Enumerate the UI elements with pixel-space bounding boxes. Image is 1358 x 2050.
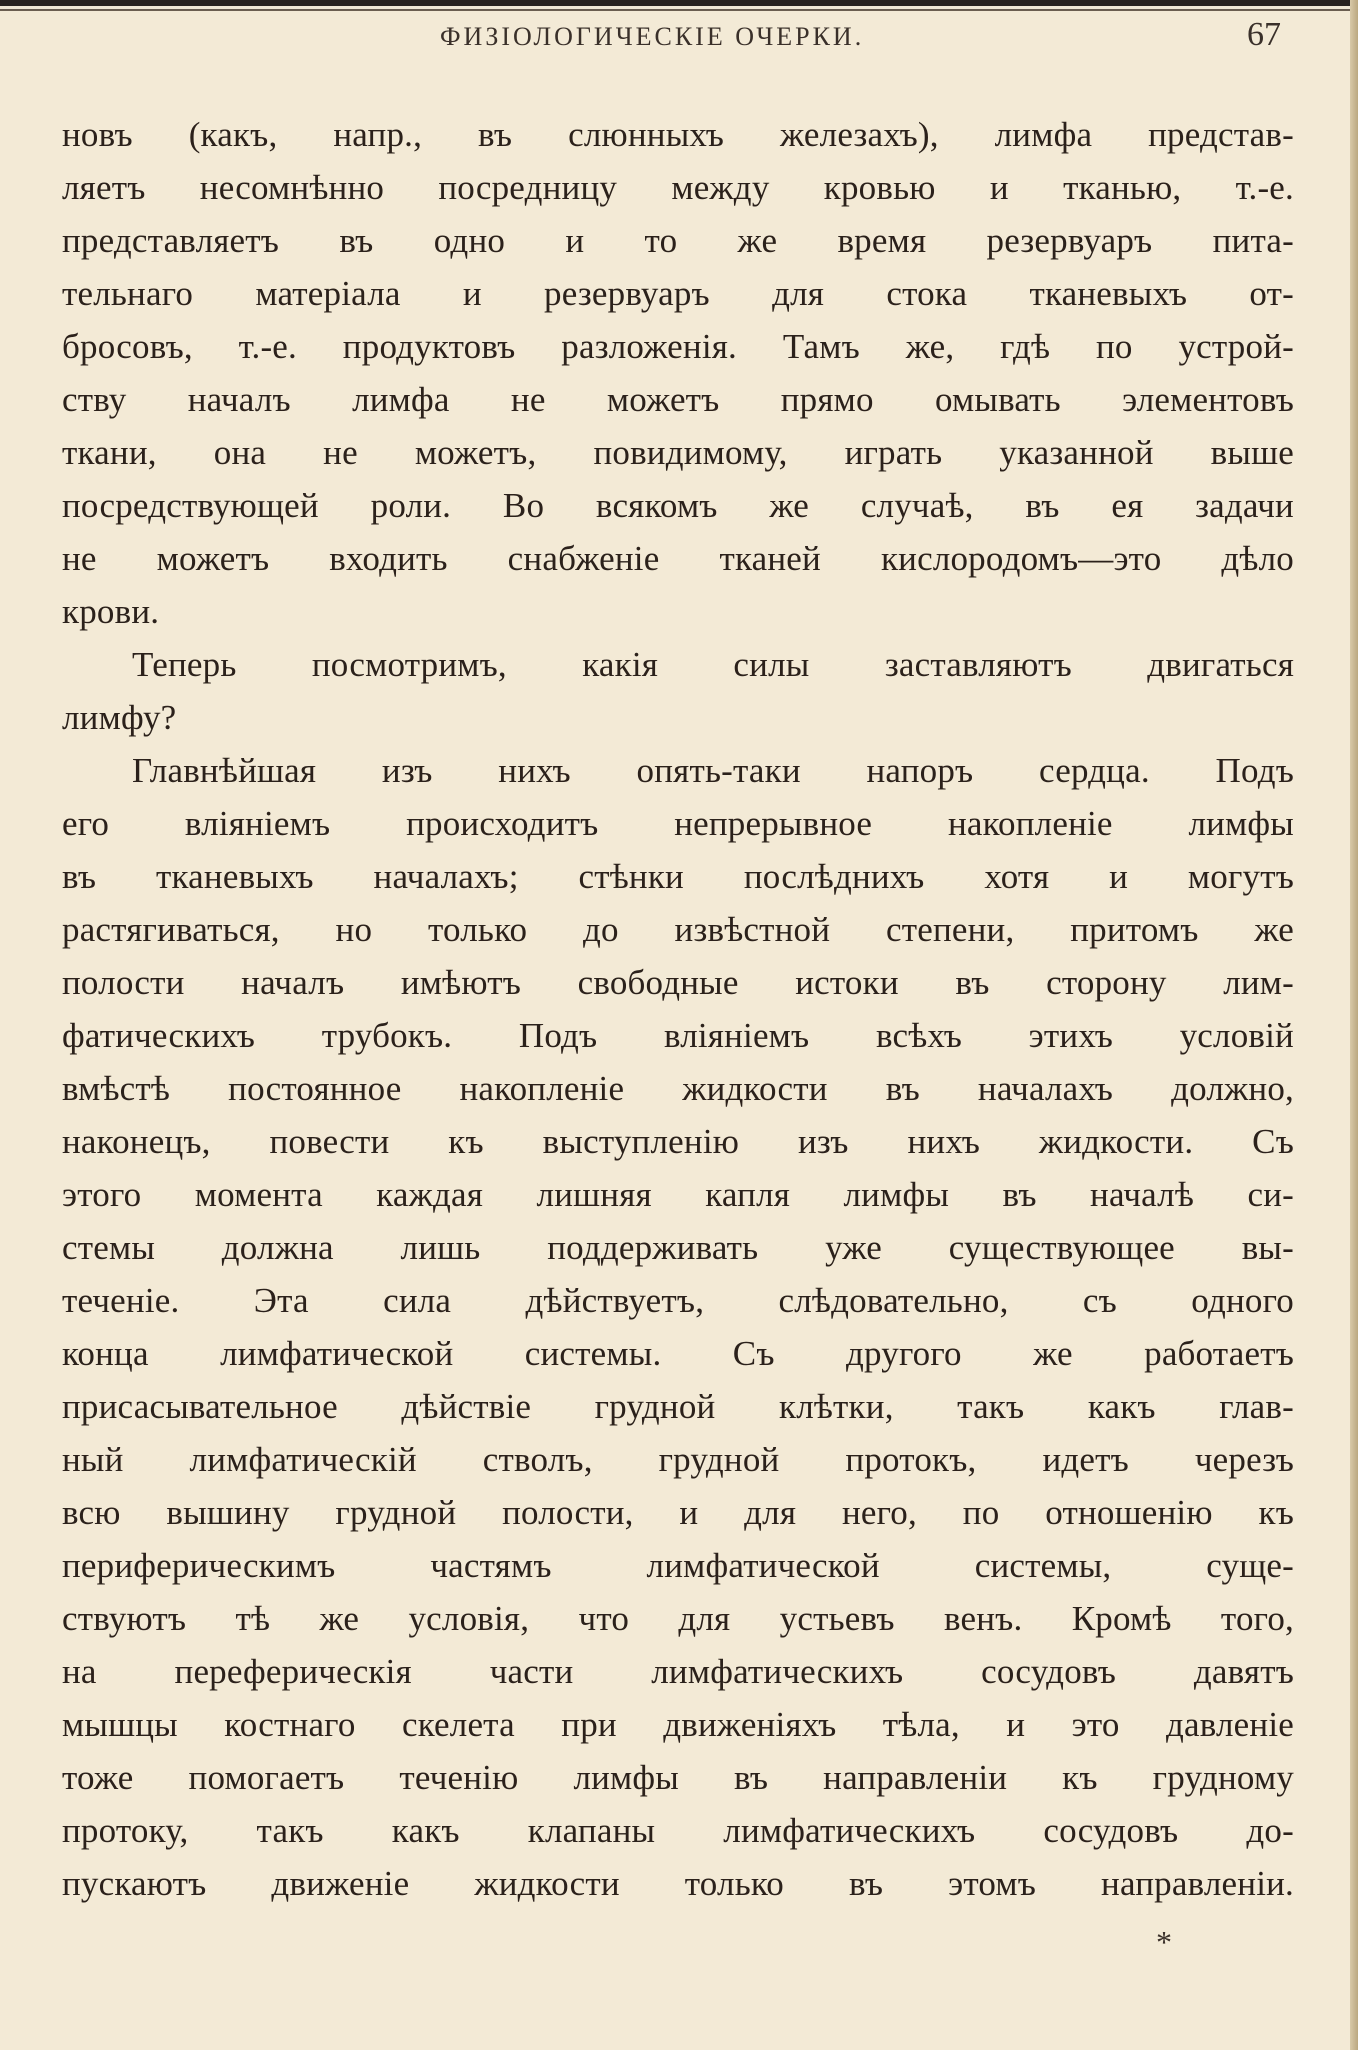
text-line: растягиваться, но только до извѣстной степени, притомъ же [62, 910, 1294, 949]
text-line: тоже помогаетъ теченію лимфы въ направленіи къ грудному [62, 1758, 1294, 1797]
signature-mark: * [1156, 1924, 1172, 1960]
text-line: ству началъ лимфа не можетъ прямо омывать элементовъ [62, 380, 1294, 419]
text-line: мышцы костнаго скелета при движеніяхъ тѣла, и это давленіе [62, 1705, 1294, 1744]
text-line: конца лимфатической системы. Съ другого же работаетъ [62, 1334, 1294, 1373]
text-line: протоку, такъ какъ клапаны лимфатическихъ сосудовъ до- [62, 1811, 1294, 1850]
text-line: ствуютъ тѣ же условія, что для устьевъ венъ. Кромѣ того, [62, 1599, 1294, 1638]
page-edge [1350, 0, 1358, 2050]
text-line: тельнаго матеріала и резервуаръ для стока тканевыхъ от- [62, 274, 1294, 313]
text-line: представляетъ въ одно и то же время резервуаръ пита- [62, 221, 1294, 260]
text-line: бросовъ, т.-е. продуктовъ разложенія. Тамъ же, гдѣ по устрой- [62, 327, 1294, 366]
text-line: вмѣстѣ постоянное накопленіе жидкости въ началахъ должно, [62, 1069, 1294, 1108]
text-line: на переферическія части лимфатическихъ сосудовъ давятъ [62, 1652, 1294, 1691]
text-line: ный лимфатическій стволъ, грудной протокъ, идетъ черезъ [62, 1440, 1294, 1479]
text-line: этого момента каждая лишняя капля лимфы въ началѣ си- [62, 1175, 1294, 1214]
text-line: въ тканевыхъ началахъ; стѣнки послѣднихъ хотя и могутъ [62, 857, 1294, 896]
text-line: посредствующей роли. Во всякомъ же случаѣ, въ ея задачи [62, 486, 1294, 525]
text-line: полости началъ имѣютъ свободные истоки въ сторону лим- [62, 963, 1294, 1002]
top-border-rule [0, 0, 1358, 6]
text-line: периферическимъ частямъ лимфатической системы, суще- [62, 1546, 1294, 1585]
text-line: всю вышину грудной полости, и для него, по отношенію къ [62, 1493, 1294, 1532]
text-line: ткани, она не можетъ, повидимому, играть указанной выше [62, 433, 1294, 472]
text-line: не можетъ входить снабженіе тканей кислородомъ—это дѣло [62, 539, 1294, 578]
top-border-thin-rule [0, 9, 1358, 11]
text-line: новъ (какъ, напр., въ слюнныхъ железахъ), лимфа представ- [62, 115, 1294, 154]
paragraph-end-line: лимфу? [62, 698, 177, 737]
paragraph-start-line: Главнѣйшая изъ нихъ опять-таки напоръ сердца. Подъ [132, 751, 1294, 790]
text-line: ляетъ несомнѣнно посредницу между кровью и тканью, т.-е. [62, 168, 1294, 207]
text-line: наконецъ, повести къ выступленію изъ нихъ жидкости. Съ [62, 1122, 1294, 1161]
text-line: фатическихъ трубокъ. Подъ вліяніемъ всѣхъ этихъ условій [62, 1016, 1294, 1055]
text-line: присасывательное дѣйствіе грудной клѣтки, такъ какъ глав- [62, 1387, 1294, 1426]
running-head: ФИЗІОЛОГИЧЕСКІЕ ОЧЕРКИ. [440, 22, 865, 51]
text-line: его вліяніемъ происходитъ непрерывное накопленіе лимфы [62, 804, 1294, 843]
text-line: теченіе. Эта сила дѣйствуетъ, слѣдовательно, съ одного [62, 1281, 1294, 1320]
paragraph-end-line: крови. [62, 592, 160, 631]
paragraph-start-line: Теперь посмотримъ, какія силы заставляютъ двигаться [132, 645, 1294, 684]
page-number: 67 [1247, 16, 1281, 53]
text-line: стемы должна лишь поддерживать уже существующее вы- [62, 1228, 1294, 1267]
text-line: пускаютъ движеніе жидкости только въ этомъ направленіи. [62, 1864, 1294, 1903]
body-text [62, 108, 1294, 1910]
